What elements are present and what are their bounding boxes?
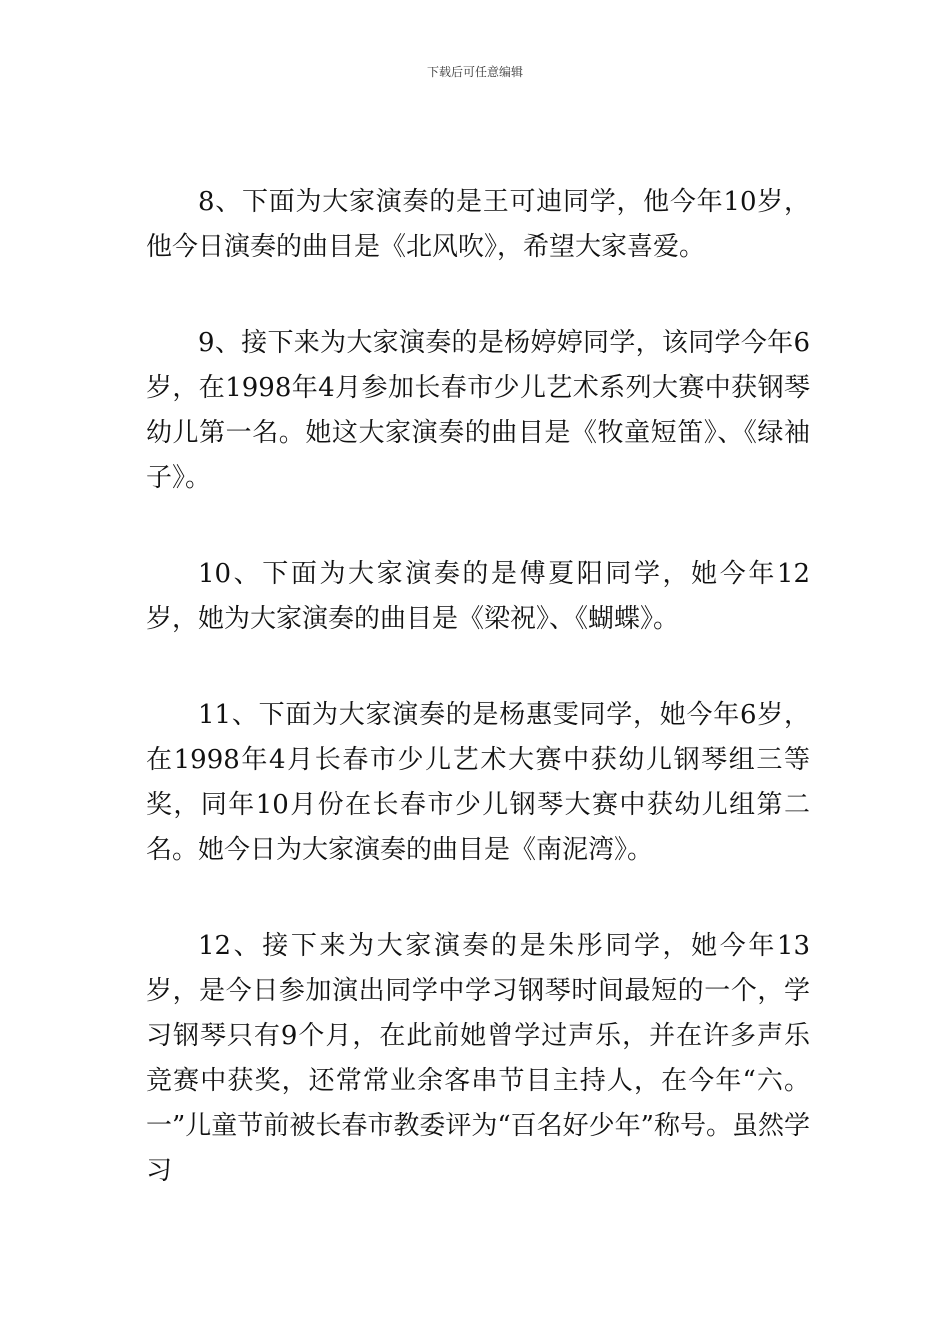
paragraph-11: 11、下面为大家演奏的是杨惠雯同学，她今年6岁，在1998年4月长春市少儿艺术大赛中获幼儿钢琴组三等奖，同年10月份在长春市少儿钢琴大赛中获幼儿组第二名。她今日为大家演奏的曲目是《南泥湾》。 [146, 700, 810, 865]
page-header: 下载后可任意编辑 [426, 65, 523, 79]
paragraph-10: 10、下面为大家演奏的是傅夏阳同学，她今年12岁，她为大家演奏的曲目是《梁祝》、《蝴蝶》。 [146, 559, 810, 634]
paragraph-8: 8、下面为大家演奏的是王可迪同学，他今年10岁，他今日演奏的曲目是《北风吹》，希望大家喜爱。 [146, 187, 810, 262]
paragraph-12: 12、接下来为大家演奏的是朱彤同学，她今年13岁，是今日参加演出同学中学习钢琴时间最短的一个，学习钢琴只有9个月，在此前她曾学过声乐，并在许多声乐竞赛中获奖，还常常业余客串节目主持人，在今年“六。一”儿童节前被长春市教委评为“百名好少年”称号。虽然学习 [146, 931, 810, 1186]
paragraph-9: 9、接下来为大家演奏的是杨婷婷同学，该同学今年6岁，在1998年4月参加长春市少儿艺术系列大赛中获钢琴幼儿第一名。她这大家演奏的曲目是《牧童短笛》、《绿袖子》。 [146, 328, 810, 493]
document-body [146, 180, 810, 1245]
